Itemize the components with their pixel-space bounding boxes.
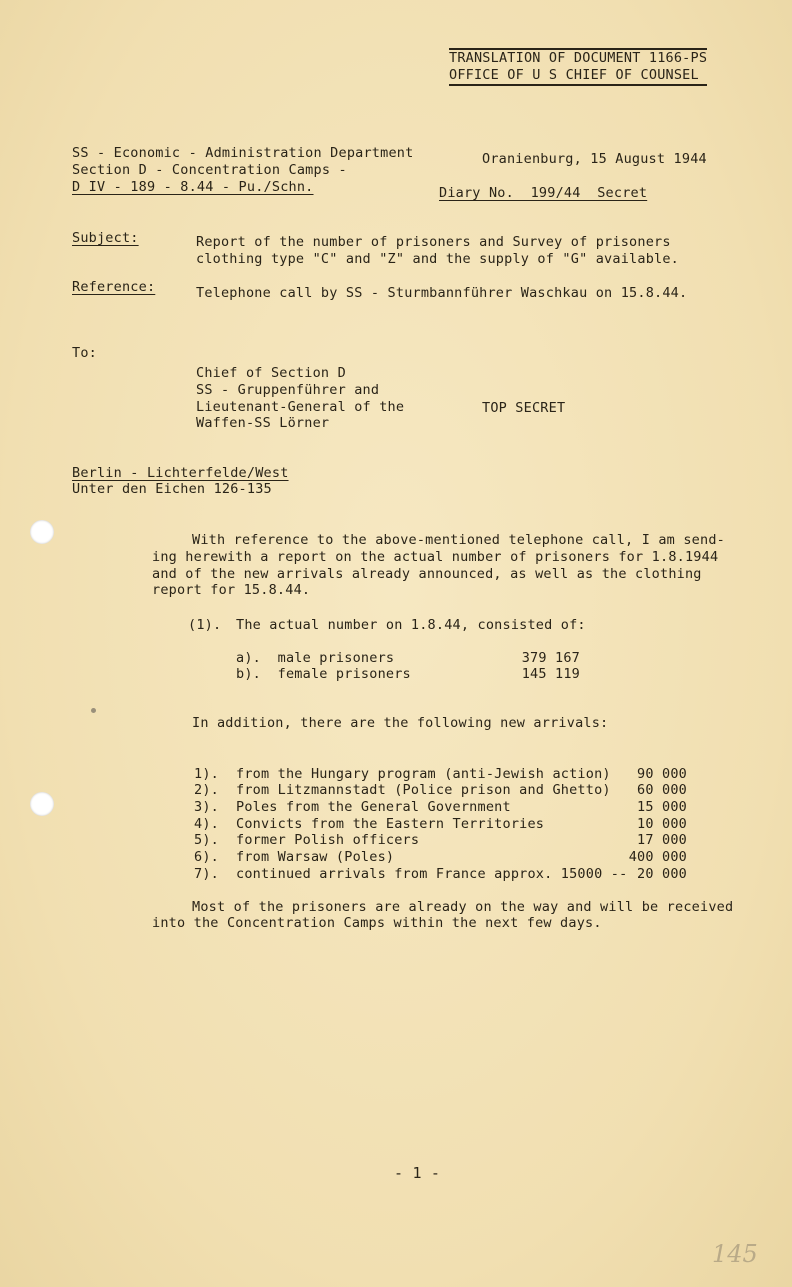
count-b-value: 145 119 <box>521 666 580 682</box>
arrival-7-number: 7). <box>194 866 219 882</box>
subject-line-1: Report of the number of prisoners and Survey of prisoners <box>196 234 671 250</box>
arrival-7-text: continued arrivals from France approx. 15000 -- <box>236 866 628 882</box>
arrival-2-value: 60 000 <box>637 782 687 798</box>
section-1-text: The actual number on 1.8.44, consisted of: <box>236 617 586 633</box>
paper-mark <box>91 708 96 713</box>
reference-label: Reference: <box>72 279 156 295</box>
arrival-2-text: from Litzmannstadt (Police prison and Ghetto) <box>236 782 611 798</box>
office-header: OFFICE OF U S CHIEF OF COUNSEL <box>449 67 699 83</box>
recipient-line-2: SS - Gruppenführer and <box>196 382 380 398</box>
arrival-7-value: 20 000 <box>637 866 687 882</box>
handwritten-page-number: 145 <box>712 1240 758 1268</box>
closing-line-2: into the Concentration Camps within the next few days. <box>152 915 602 931</box>
subject-line-2: clothing type "C" and "Z" and the supply of "G" available. <box>196 251 680 267</box>
sender-department: SS - Economic - Administration Department <box>72 145 414 161</box>
arrival-1-text: from the Hungary program (anti-Jewish action) <box>236 766 611 782</box>
count-a-value: 379 167 <box>521 650 580 666</box>
sender-section: Section D - Concentration Camps - <box>72 162 347 178</box>
section-1-number: (1). <box>188 617 222 633</box>
arrival-4-number: 4). <box>194 816 219 832</box>
reference-text: Telephone call by SS - Sturmbannführer Waschkau on 15.8.44. <box>196 285 688 301</box>
body-paragraph-line-2: ing herewith a report on the actual number of prisoners for 1.8.1944 <box>152 549 719 565</box>
arrival-2-number: 2). <box>194 782 219 798</box>
arrival-4-value: 10 000 <box>637 816 687 832</box>
arrival-5-number: 5). <box>194 832 219 848</box>
header-bottom-rule <box>449 84 707 86</box>
translation-header: TRANSLATION OF DOCUMENT 1166-PS <box>449 50 708 66</box>
arrival-3-number: 3). <box>194 799 219 815</box>
to-label: To: <box>72 345 97 361</box>
header-top-rule <box>449 48 707 50</box>
arrival-5-text: former Polish officers <box>236 832 420 848</box>
punch-hole-bottom <box>30 792 54 816</box>
body-paragraph-line-3: and of the new arrivals already announced, as well as the clothing <box>152 566 702 582</box>
subject-label: Subject: <box>72 230 139 246</box>
address-line-2: Unter den Eichen 126-135 <box>72 481 272 497</box>
new-arrivals-intro: In addition, there are the following new arrivals: <box>192 715 609 731</box>
arrival-1-number: 1). <box>194 766 219 782</box>
arrival-1-value: 90 000 <box>637 766 687 782</box>
count-b-label: b). female prisoners <box>236 666 411 682</box>
count-a-label: a). male prisoners <box>236 650 395 666</box>
arrival-4-text: Convicts from the Eastern Territories <box>236 816 545 832</box>
recipient-line-4: Waffen-SS Lörner <box>196 415 330 431</box>
arrival-6-text: from Warsaw (Poles) <box>236 849 395 865</box>
page-number: - 1 - <box>394 1164 441 1182</box>
punch-hole-top <box>30 520 54 544</box>
sender-file-reference: D IV - 189 - 8.44 - Pu./Schn. <box>72 179 314 195</box>
arrival-5-value: 17 000 <box>637 832 687 848</box>
arrival-3-text: Poles from the General Government <box>236 799 511 815</box>
place-date: Oranienburg, 15 August 1944 <box>482 151 707 167</box>
body-paragraph-line-4: report for 15.8.44. <box>152 582 311 598</box>
diary-number: Diary No. 199/44 Secret <box>439 185 648 201</box>
body-paragraph-line-1: With reference to the above-mentioned telephone call, I am send- <box>192 532 725 548</box>
arrival-6-value: 400 000 <box>628 849 687 865</box>
recipient-line-3: Lieutenant-General of the <box>196 399 405 415</box>
arrival-3-value: 15 000 <box>637 799 687 815</box>
classification: TOP SECRET <box>482 400 566 416</box>
arrival-6-number: 6). <box>194 849 219 865</box>
address-line-1: Berlin - Lichterfelde/West <box>72 465 289 481</box>
recipient-line-1: Chief of Section D <box>196 365 346 381</box>
closing-line-1: Most of the prisoners are already on the way and will be received <box>192 899 734 915</box>
